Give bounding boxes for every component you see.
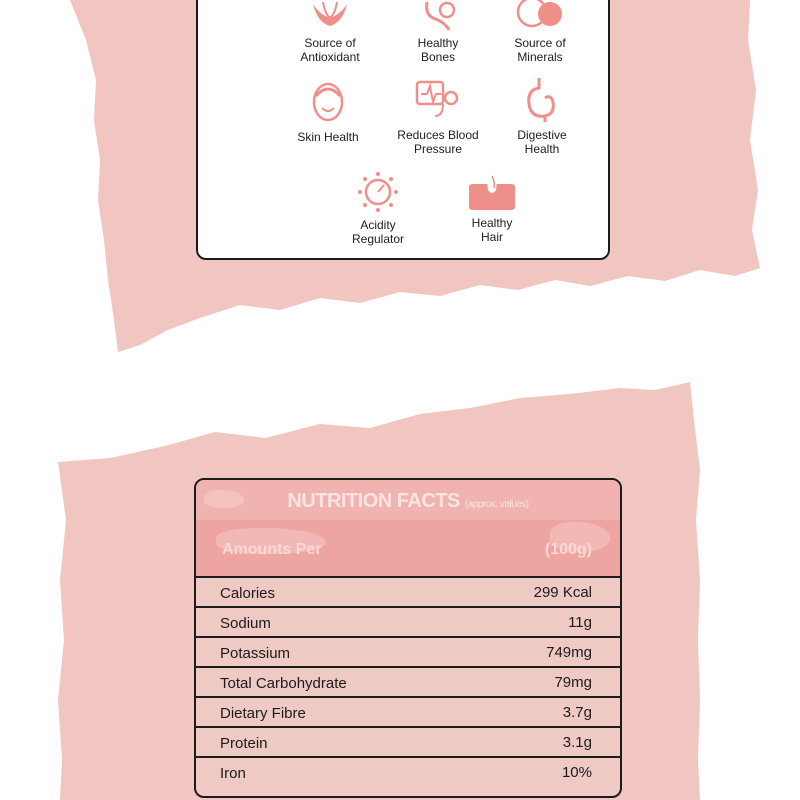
nutrient-name: Iron [220,765,246,782]
benefit-antioxidant [270,0,390,64]
nutrition-title-note: (approx. values) [464,499,529,510]
nutrition-header [196,480,620,520]
table-row [196,608,620,638]
benefit-label: Digestive Health [517,128,567,156]
benefit-digestive [482,76,602,156]
benefit-acidity [318,170,438,246]
nutrition-facts-table [194,478,622,798]
benefit-label: Reduces Blood Pressure [397,128,479,156]
nutrient-name: Potassium [220,645,291,662]
benefit-label: Healthy Bones [417,36,459,64]
nutrient-name: Protein [220,735,268,752]
nutrient-value: 10% [561,764,592,781]
nutrient-value: 299 Kcal [533,584,592,601]
nutrition-title [196,490,620,513]
bone-joint-icon [415,0,461,34]
nutrient-name: Dietary Fibre [220,705,306,722]
table-row [196,578,620,608]
blood-pressure-icon [413,76,463,124]
table-row [196,698,620,728]
benefit-label: Skin Health [297,130,359,144]
benefit-minerals [480,0,600,64]
table-row [196,638,620,668]
benefit-label: Acidity Regulator [351,218,405,246]
benefit-label: Source of Antioxidant [300,36,360,64]
table-row [196,758,620,788]
hair-follicle-icon [467,168,517,212]
table-row [196,668,620,698]
amounts-per-unit: (100g) [544,541,592,558]
face-icon [305,78,351,124]
nutrient-value: 3.7g [562,704,592,721]
benefit-skin [268,78,388,144]
amounts-per-header [196,520,620,578]
nutrient-value: 3.1g [562,734,592,751]
nutrient-value: 11g [568,614,592,631]
benefit-blood-pressure [378,76,498,156]
nutrient-name: Sodium [220,615,271,632]
nutrient-name: Calories [220,585,276,602]
nutrition-rows [196,578,620,788]
table-row [196,728,620,758]
benefit-hair [432,168,552,244]
benefit-label: Healthy Hair [471,216,513,244]
stomach-icon [519,76,565,124]
nutrient-value: 749mg [546,644,592,661]
nutrition-title-text: NUTRITION FACTS [287,490,460,512]
nutrient-name: Total Carbohydrate [220,675,347,692]
nutrient-value: 79mg [554,674,592,691]
minerals-icon [512,0,568,34]
amounts-per-label: Amounts Per [222,541,322,558]
benefit-label: Source of Minerals [514,36,566,64]
lotus-icon [307,0,353,34]
acidity-icon [355,170,401,214]
